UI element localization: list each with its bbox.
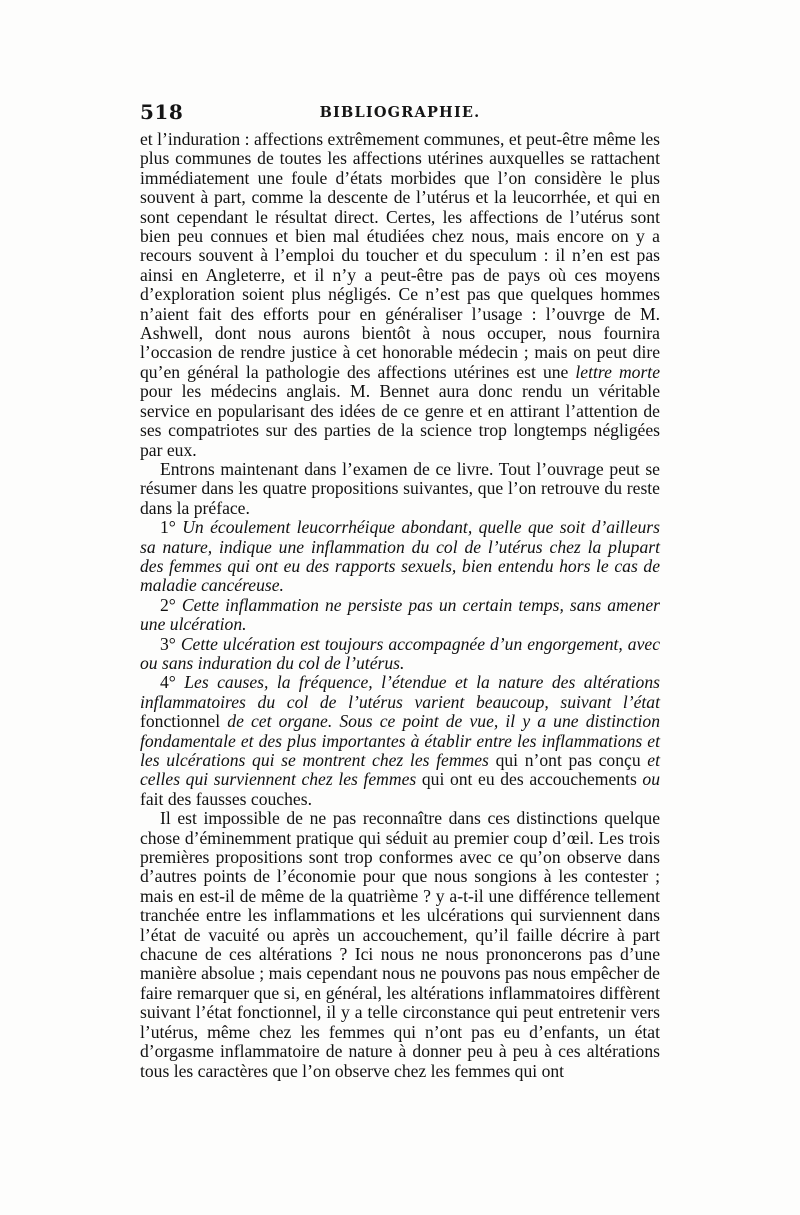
italic-text-run: Cette ulcération est toujours accompagnée d’un engorgement, avec ou sans induration du col de l’utérus.: [140, 633, 661, 673]
text-run: Il est impossible de ne pas reconnaître dans ces distinctions quelque chose d’éminemment pratique qui séduit au premier coup d’œil. Les trois premières propositions sont trop conformes avec ce qu’on observe dans d’autres points de l’économie pour que nous songions à les contester ; mais en est-il de même de la quatrième ? y a-t-il une différence tellement tranchée entre les inflammations et les ulcérations qui surviennent dans l’état de vacuité ou après un accouchement, qu’il faille décrire à part chacune de ces altérations ? Ici nous ne nous prononcerons pas d’une manière absolue ; mais cependant nous ne pouvons pas nous empêcher de faire remarquer que si, en général, les altérations inflammatoires diffèrent suivant l’état fonctionnel, il y a telle circonstance qui peut entretenir vers l’utérus, même chez les femmes qui n’ont pas eu d’enfants, un état d’orgasme inflammatoire de nature à donner peu à peu à ces altérations tous les caractères que l’on observe chez les femmes qui ont: [140, 808, 660, 1081]
italic-text-run: ou: [642, 769, 660, 790]
italic-text-run: Les causes, la fréquence, l’étendue et la nature des altérations inflammatoires du col de l’utérus varient beaucoup, suivant l’état: [140, 672, 660, 712]
text-run: Entrons maintenant dans l’examen de ce livre. Tout l’ouvrage peut se résumer dans les quatre propositions suivantes, que l’on retrouve du reste dans la préface.: [140, 458, 660, 518]
text-run: fonctionnel: [140, 711, 228, 732]
running-title: BIBLIOGRAPHIE.: [319, 104, 481, 121]
paragraph: [140, 460, 660, 518]
page-header: [140, 100, 660, 128]
text-run: 4°: [160, 672, 185, 693]
text-run: 2°: [160, 594, 182, 615]
italic-text-run: Cette inflammation ne persiste pas un certain temps, sans amener une ulcération.: [140, 594, 660, 635]
text-run: et l’induration : affections extrêmement communes, et peut-être même les plus communes de toutes les affections utérines auxquelles se rattachent immédiatement une foule d’états morbides que l’on considère le plus souvent à part, comme la descente de l’utérus et la leucorrhée, et qui en sont cependant le résultat direct. Certes, les affections de l’utérus sont bien peu connues et bien mal étudiées chez nous, mais encore on y a recours souvent à l’emploi du toucher et du speculum : il n’en est pas ainsi en Angleterre, et il n’y a peut-être pas de pays où ces moyens d’exploration soient plus négligés. Ce n’est pas que quelques hommes n’aient fait des efforts pour en généraliser l’usage : l’ouvrge de M. Ashwell, dont nous aurons bientôt à nous occuper, nous fournira l’occasion de rendre justice à cet honorable médecin ; mais on peut dire qu’en général la pathologie des affections utérines est une: [140, 129, 660, 382]
text-run: qui ont eu des accouchements: [416, 769, 643, 790]
italic-text-run: Un écoulement leucorrhéique abondant, quelle que soit d’ailleurs sa nature, indique une inflammation du col de l’utérus chez la plupart des femmes qui ont eu des rapports sexuels, bien entendu hors le cas de maladie cancéreuse.: [140, 517, 660, 596]
italic-text-run: et celles qui surviennent chez les femmes: [140, 750, 660, 790]
text-run: 3°: [160, 633, 181, 654]
body-text: [140, 130, 660, 1081]
page-number: 518: [140, 100, 184, 124]
text-run: qui n’ont pas conçu: [488, 750, 648, 770]
paragraph: [140, 518, 660, 596]
paragraph: [140, 809, 660, 1081]
paragraph: [140, 673, 660, 809]
text-run: fait des fausses couches.: [140, 788, 312, 809]
italic-text-run: lettre morte: [575, 361, 660, 382]
paragraph: [140, 596, 660, 635]
paragraph: [140, 635, 660, 674]
text-run: pour les médecins anglais. M. Bennet aura donc rendu un véritable service en popularisant des idées de ce genre et en attirant l’attention de ses compatriotes sur des parties de la science trop longtemps négligées par eux.: [140, 381, 660, 460]
paragraph: [140, 130, 660, 460]
text-run: 1°: [160, 517, 183, 538]
italic-text-run: de cet organe. Sous ce point de vue, il y a une distinction fondamentale et des plus importantes à établir entre les inflammations et les ulcérations qui se montrent chez les femmes: [140, 711, 660, 770]
